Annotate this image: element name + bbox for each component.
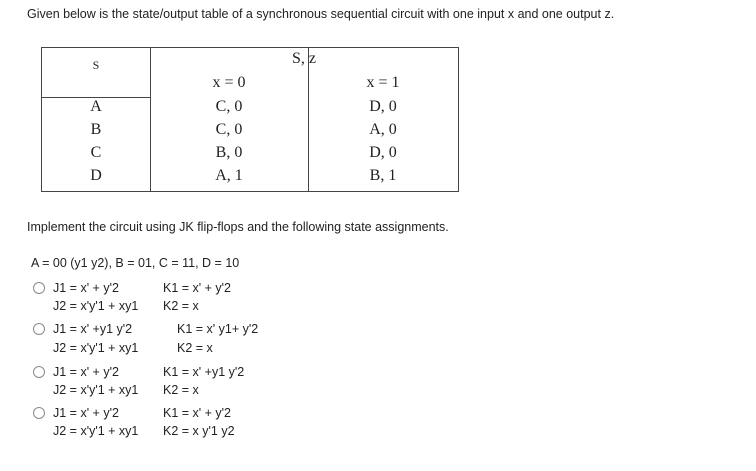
k1-equation: K1 = x' + y'2 — [163, 281, 232, 295]
j1-equation: J1 = x' + y'2 — [53, 406, 119, 420]
radio-button[interactable] — [33, 323, 45, 335]
k2-equation: K2 = x — [163, 383, 199, 397]
j1-equation: J1 = x' + y'2 — [53, 365, 119, 379]
x0-cell: C, 0 — [215, 121, 243, 138]
table-body — [41, 47, 459, 192]
x0-cell: A, 1 — [215, 167, 243, 184]
table-row — [42, 167, 458, 187]
j2-equation: J2 = x'y'1 + xy1 — [53, 424, 139, 438]
j1-equation: J1 = x' +y1 y'2 — [53, 322, 133, 336]
x0-cell: B, 0 — [215, 144, 243, 161]
radio-button[interactable] — [33, 366, 45, 378]
state-cell: D — [90, 167, 102, 184]
state-cell: B — [90, 121, 102, 138]
k1-equation: K1 = x' y1+ y'2 — [177, 322, 259, 336]
k2-equation: K2 = x — [177, 341, 213, 355]
s-header: S — [92, 58, 100, 72]
x1-cell: A, 0 — [369, 121, 397, 138]
j2-equation: J2 = x'y'1 + xy1 — [53, 299, 139, 313]
sz-header: S, z — [292, 50, 316, 67]
x1-cell: B, 1 — [369, 167, 397, 184]
table-row — [42, 121, 458, 141]
state-cell: C — [90, 144, 102, 161]
implement-text: Implement the circuit using JK flip-flops and the following state assignments. — [27, 220, 449, 234]
radio-button[interactable] — [33, 407, 45, 419]
x1-header: x = 1 — [366, 74, 400, 91]
question-text: Given below is the state/output table of a synchronous sequential circuit with one input x and one output z. — [27, 7, 615, 21]
j2-equation: J2 = x'y'1 + xy1 — [53, 383, 139, 397]
answer-option-3[interactable] — [33, 364, 293, 400]
x1-cell: D, 0 — [369, 98, 397, 115]
answer-option-1[interactable] — [33, 280, 293, 316]
x0-cell: C, 0 — [215, 98, 243, 115]
state-assignment-text: A = 00 (y1 y2), B = 01, C = 11, D = 10 — [31, 256, 240, 270]
j1-equation: J1 = x' + y'2 — [53, 281, 119, 295]
k2-equation: K2 = x — [163, 299, 199, 313]
x1-cell: D, 0 — [369, 144, 397, 161]
state-cell: A — [90, 98, 102, 115]
table-row — [42, 144, 458, 164]
radio-button[interactable] — [33, 282, 45, 294]
k2-equation: K2 = x y'1 y2 — [163, 424, 235, 438]
answer-option-2[interactable] — [33, 321, 293, 357]
table-row — [42, 98, 458, 118]
k1-equation: K1 = x' +y1 y'2 — [163, 365, 245, 379]
x0-header: x = 0 — [212, 74, 246, 91]
k1-equation: K1 = x' + y'2 — [163, 406, 232, 420]
answer-option-4[interactable] — [33, 405, 293, 441]
j2-equation: J2 = x'y'1 + xy1 — [53, 341, 139, 355]
